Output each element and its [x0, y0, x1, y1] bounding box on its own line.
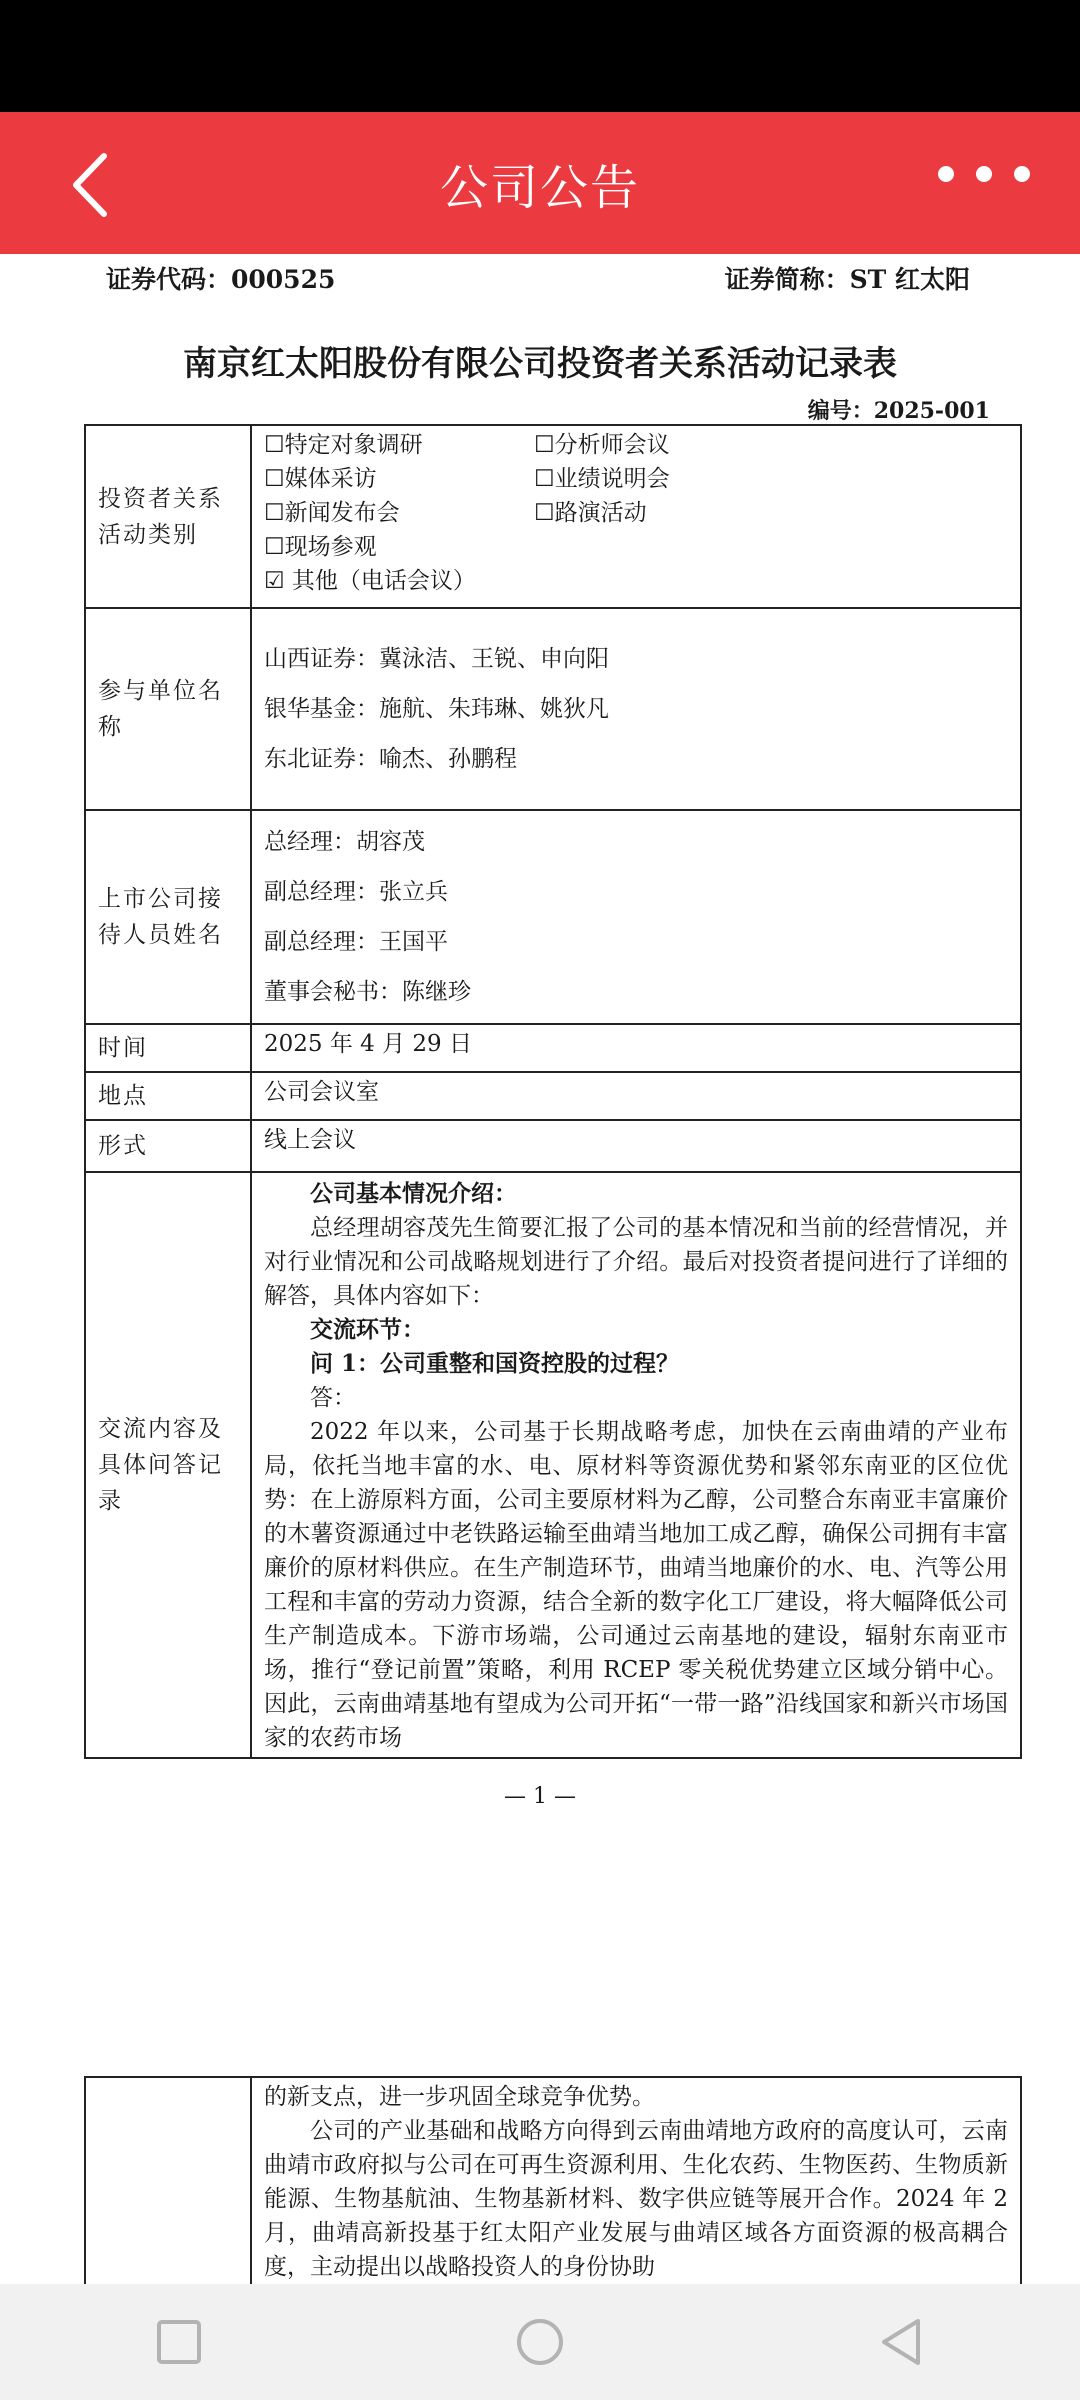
status-bar — [0, 0, 1080, 112]
continued-line: 的新支点，进一步巩固全球竞争优势。 — [264, 2084, 655, 2110]
security-code: 证券代码：000525 — [106, 265, 336, 294]
table-row-content — [85, 1172, 1021, 1758]
record-table — [84, 424, 1022, 1759]
document-serial: 编号：2025-001 — [807, 398, 990, 424]
answer-text: 2022 年以来，公司基于长期战略考虑，加快在云南曲靖的产业布局，依托当地丰富的水、电、原材料等资源优势和紧邻东南亚的区位优势：在上游原料方面，公司主要原材料为乙醇，公司整合东南亚丰富廉价的木薯资源通过中老铁路运输至曲靖当地加工成乙醇，确保公司拥有丰富廉价的原材料供应。在生产制造环节，曲靖当地廉价的水、电、汽等公用工程和丰富的劳动力资源，结合全新的数字化工厂建设，将大幅降低公司生产制造成本。下游市场端，公司通过云南基地的建设，辐射东南亚市场，推行“登记前置”策略，利用 RCEP 零关税优势建立区域分销中心。因此，云南曲靖基地有望成为公司开拓“一带一路”沿线国家和新兴市场国家的农药市场 — [264, 1419, 1008, 1751]
option-roadshow: ☐路演活动 — [534, 500, 647, 526]
table-row-participants — [85, 608, 1021, 810]
label-time: 时间 — [85, 1024, 251, 1072]
option-earnings-briefing: ☐业绩说明会 — [534, 466, 670, 492]
label-category: 投资者关系活动类别 — [85, 425, 251, 608]
table-row-form — [85, 1120, 1021, 1172]
participant-line: 山西证券：冀泳洁、王锐、申向阳 — [264, 646, 609, 672]
option-press-conference: ☐新闻发布会 — [264, 500, 400, 526]
option-media-interview: ☐媒体采访 — [264, 466, 377, 492]
option-site-visit: ☐现场参观 — [264, 534, 377, 560]
staff-line: 副总经理：王国平 — [264, 929, 448, 955]
continued-paragraph: 公司的产业基础和战略方向得到云南曲靖地方政府的高度认可，云南曲靖市政府拟与公司在可再生资源利用、生化农药、生物医药、生物质新能源、生物基航油、生物基新材料、数字供应链等展开合作。2024 年 2 月，曲靖高新投基于红太阳产业发展与曲靖区域各方面资源的极高耦合度，主动提出以战略投资人的身份协助 — [264, 2118, 1008, 2280]
participant-line: 银华基金：施航、朱玮琳、姚狄凡 — [264, 696, 609, 722]
table-row-time — [85, 1024, 1021, 1072]
question-1: 问 1：公司重整和国资控股的过程？ — [310, 1350, 680, 1377]
time-value: 2025 年 4 月 29 日 — [251, 1024, 1021, 1072]
security-name: 证券简称：ST 红太阳 — [724, 265, 970, 294]
staff-line: 总经理：胡容茂 — [264, 829, 425, 855]
option-analyst-meeting: ☐分析师会议 — [534, 432, 670, 458]
more-horizontal-icon[interactable] — [938, 166, 1030, 182]
document-page — [0, 254, 1080, 2284]
label-participants: 参与单位名称 — [85, 608, 251, 810]
circle-home-icon[interactable] — [515, 2317, 565, 2367]
answer-label: 答： — [310, 1385, 356, 1411]
table-row-category — [85, 425, 1021, 608]
security-info-row — [106, 260, 970, 296]
label-content: 交流内容及具体问答记录 — [85, 1172, 251, 1758]
system-nav-bar — [0, 2284, 1080, 2400]
app-bar — [0, 112, 1080, 254]
label-reception: 上市公司接待人员姓名 — [85, 810, 251, 1024]
document-title: 南京红太阳股份有限公司投资者关系活动记录表 — [183, 344, 897, 384]
content-heading: 公司基本情况介绍： — [310, 1180, 517, 1207]
reception-list — [251, 810, 1021, 1024]
staff-line: 副总经理：张立兵 — [264, 879, 448, 905]
record-table-continued — [84, 2076, 1022, 2284]
participants-list — [251, 608, 1021, 810]
content-intro: 总经理胡容茂先生简要汇报了公司的基本情况和当前的经营情况，并对行业情况和公司战略规划进行了介绍。最后对投资者提问进行了详细的解答，具体内容如下： — [264, 1215, 1008, 1309]
table-row-continued — [85, 2077, 1021, 2284]
option-special-research: ☐特定对象调研 — [264, 432, 423, 458]
category-options — [251, 425, 1021, 608]
form-value: 线上会议 — [251, 1120, 1021, 1172]
table-row-place — [85, 1072, 1021, 1120]
label-form: 形式 — [85, 1120, 251, 1172]
triangle-back-icon[interactable] — [878, 2317, 924, 2367]
label-place: 地点 — [85, 1072, 251, 1120]
participant-line: 东北证券：喻杰、孙鹏程 — [264, 746, 517, 772]
label-cell-empty — [85, 2077, 251, 2284]
content-body — [251, 1172, 1021, 1758]
continued-content — [251, 2077, 1021, 2284]
square-recents-icon[interactable] — [156, 2319, 202, 2365]
chevron-left-icon[interactable] — [60, 150, 130, 220]
place-value: 公司会议室 — [251, 1072, 1021, 1120]
staff-line: 董事会秘书：陈继珍 — [264, 979, 471, 1005]
page-number: — 1 — — [504, 1784, 576, 1809]
exchange-heading: 交流环节： — [310, 1316, 425, 1343]
option-other-phone-meeting: ☑ 其他（电话会议） — [264, 568, 476, 594]
app-bar-title: 公司公告 — [439, 159, 640, 216]
table-row-reception — [85, 810, 1021, 1024]
